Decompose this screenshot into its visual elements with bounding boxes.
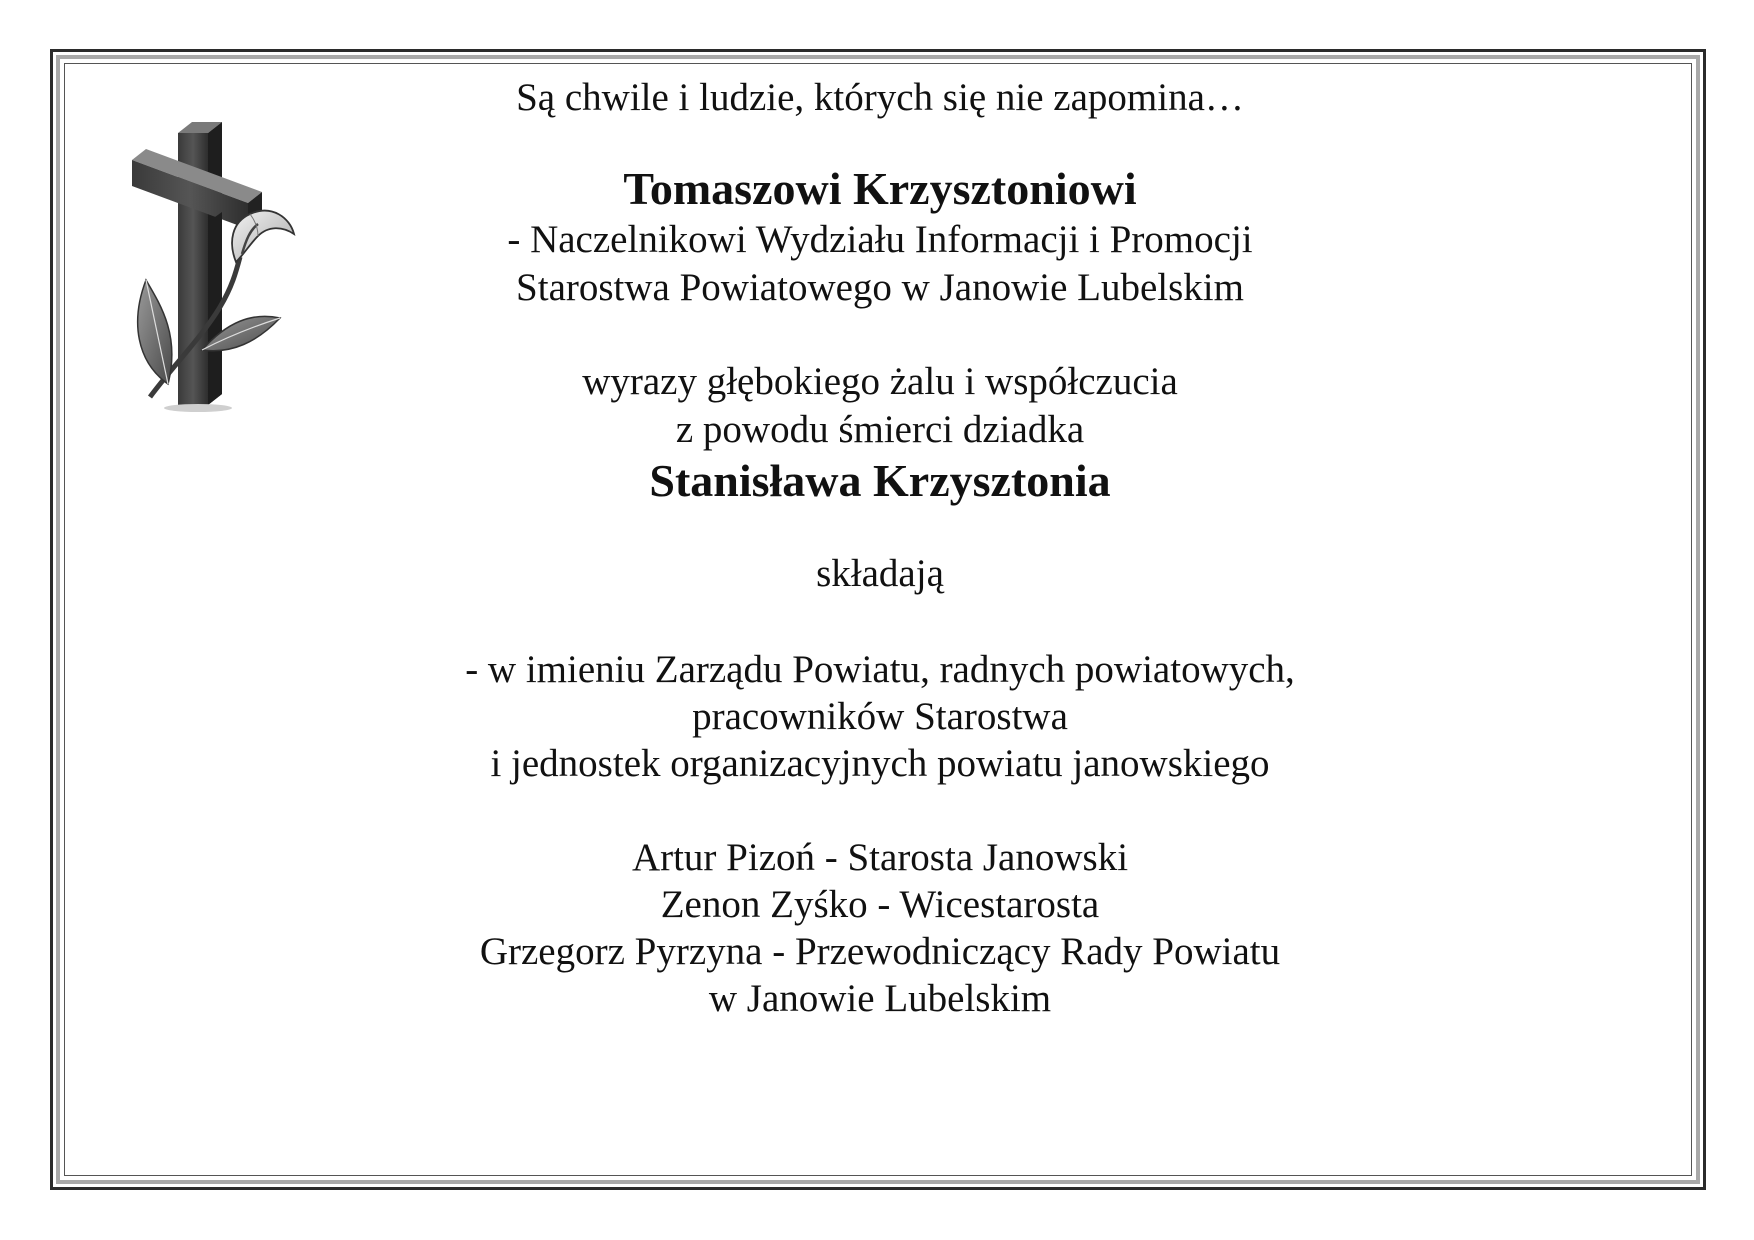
deceased-name: Stanisława Krzysztonia (649, 455, 1111, 506)
on-behalf-line3: i jednostek organizacyjnych powiatu janowskiego (490, 742, 1270, 785)
signatory-wicestarosta: Zenon Zyśko - Wicestarosta (660, 883, 1100, 926)
on-behalf-line1: - w imieniu Zarządu Powiatu, radnych powiatowych, (465, 648, 1295, 691)
recipient-title-line2: Starostwa Powiatowego w Janowie Lubelskim (516, 266, 1244, 309)
condolence-line1: wyrazy głębokiego żalu i współczucia (582, 360, 1178, 403)
condolence-line2: z powodu śmierci dziadka (675, 408, 1085, 451)
card-motto: Są chwile i ludzie, których się nie zapomina… (516, 76, 1244, 119)
recipient-title-line1: - Naczelnikowi Wydziału Informacji i Promocji (507, 218, 1253, 261)
recipient-name: Tomaszowi Krzysztoniowi (623, 163, 1137, 214)
on-behalf-line2: pracowników Starostwa (692, 695, 1068, 738)
signatory-council-chairman: Grzegorz Pyrzyna - Przewodniczący Rady Powiatu (479, 930, 1281, 973)
signatory-starosta: Artur Pizoń - Starosta Janowski (631, 836, 1129, 879)
signatory-location: w Janowie Lubelskim (708, 977, 1052, 1020)
offered-by-line: składają (816, 552, 944, 595)
